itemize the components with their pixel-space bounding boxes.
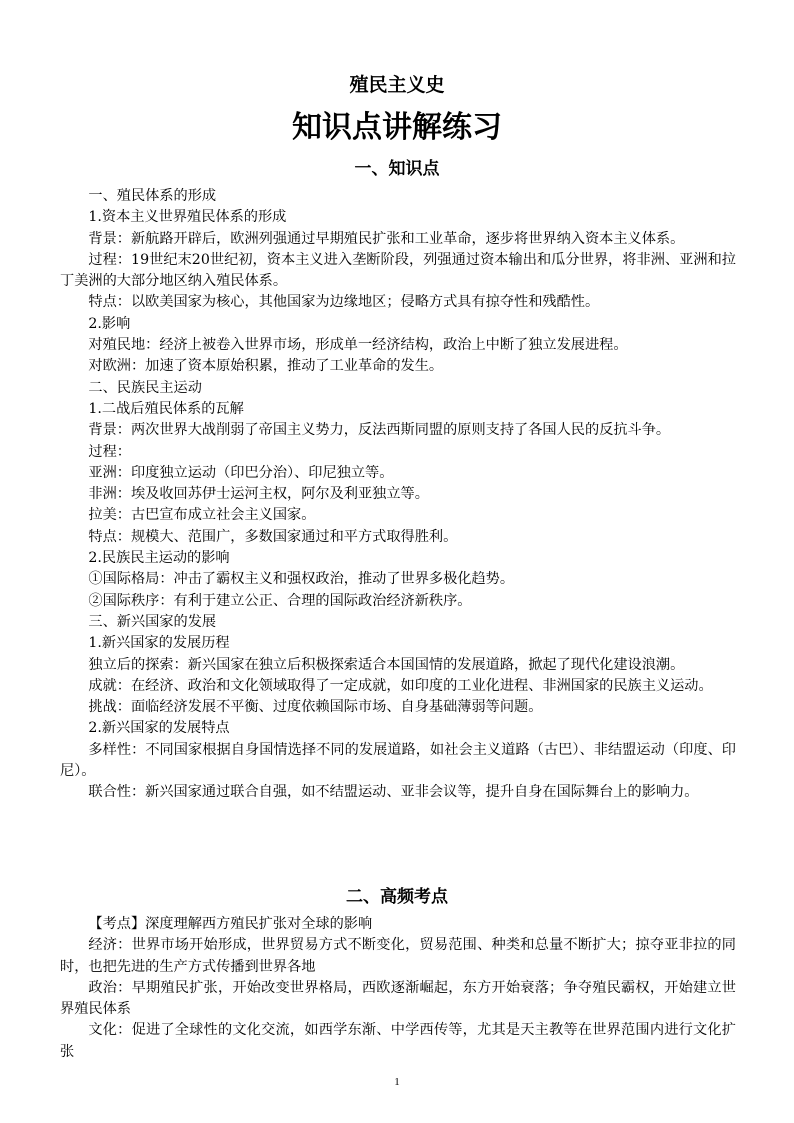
section-heading-knowledge: 一、知识点 [354, 159, 440, 179]
paragraph: 背景：两次世界大战削弱了帝国主义势力，反法西斯同盟的原则支持了各国人民的反抗斗争。 [88, 422, 671, 439]
section-exam-body [60, 914, 736, 1063]
paragraph: 成就：在经济、政治和文化领域取得了一定成就，如印度的工业化进程、非洲国家的民族主义运动。 [88, 677, 713, 694]
paragraph: ②国际秩序：有利于建立公正、合理的国际政治经济新秩序。 [88, 592, 472, 609]
paragraph: 独立后的探索：新兴国家在独立后积极探索适合本国国情的发展道路，掀起了现代化建设浪潮。 [88, 656, 685, 673]
paragraph: 特点：以欧美国家为核心，其他国家为边缘地区；侵略方式具有掠夺性和残酷性。 [88, 294, 600, 311]
paragraph: 多样性：不同国家根据自身国情选择不同的发展道路，如社会主义道路（古巴）、非结盟运动（印度、印尼）。 [60, 741, 736, 780]
paragraph: 背景：新航路开辟后，欧洲列强通过早期殖民扩张和工业革命，逐步将世界纳入资本主义体系。 [88, 230, 685, 247]
section-heading-exam: 二、高频考点 [346, 887, 448, 907]
paragraph: ①国际格局：冲击了霸权主义和强权政治，推动了世界多极化趋势。 [88, 571, 515, 588]
doc-title: 知识点讲解练习 [292, 110, 502, 145]
paragraph: 过程：19世纪末20世纪初，资本主义进入垄断阶段，列强通过资本输出和瓜分世界，将非洲、亚洲和拉丁美洲的大部分地区纳入殖民体系。 [60, 251, 736, 290]
paragraph: 过程： [88, 443, 131, 460]
page-number: 1 [394, 1076, 400, 1088]
paragraph: 对欧洲：加速了资本原始积累，推动了工业革命的发生。 [88, 358, 444, 375]
paragraph: 挑战：面临经济发展不平衡、过度依赖国际市场、自身基础薄弱等问题。 [88, 699, 543, 716]
paragraph: 拉美：古巴宣布成立社会主义国家。 [88, 507, 316, 524]
paragraph: 三、新兴国家的发展 [88, 613, 217, 630]
paragraph: 【考点】深度理解西方殖民扩张对全球的影响 [88, 916, 373, 932]
paragraph: 文化：促进了全球性的文化交流，如西学东渐、中学西传等，尤其是天主教等在世界范围内进行文化扩张 [60, 1022, 736, 1060]
paragraph: 政治：早期殖民扩张，开始改变世界格局，西欧逐渐崛起，东方开始衰落；争夺殖民霸权，开始建立世界殖民体系 [60, 979, 736, 1018]
paragraph: 对殖民地：经济上被卷入世界市场，形成单一经济结构，政治上中断了独立发展进程。 [88, 337, 628, 354]
paragraph: 2.影响 [88, 315, 131, 332]
section-knowledge-body [60, 186, 736, 804]
paragraph: 亚洲：印度独立运动（印巴分治）、印尼独立等。 [88, 464, 394, 481]
paragraph: 非洲：埃及收回苏伊士运河主权，阿尔及利亚独立等。 [88, 486, 429, 503]
paragraph: 1.二战后殖民体系的瓦解 [88, 400, 244, 417]
paragraph: 特点：规模大、范围广，多数国家通过和平方式取得胜利。 [88, 528, 458, 545]
paragraph: 联合性：新兴国家通过联合自强，如不结盟运动、亚非会议等，提升自身在国际舞台上的影响力。 [88, 784, 699, 801]
paragraph: 2.新兴国家的发展特点 [88, 720, 230, 737]
paragraph: 2.民族民主运动的影响 [88, 550, 230, 567]
doc-subtitle: 殖民主义史 [349, 74, 445, 96]
paragraph: 经济：世界市场开始形成，世界贸易方式不断变化，贸易范围、种类和总量不断扩大；掠夺亚非拉的同时，也把先进的生产方式传播到世界各地 [60, 937, 736, 975]
paragraph: 一、殖民体系的形成 [88, 188, 217, 204]
paragraph: 1.新兴国家的发展历程 [88, 635, 230, 652]
paragraph: 二、民族民主运动 [88, 379, 202, 396]
paragraph: 1.资本主义世界殖民体系的形成 [88, 209, 287, 226]
